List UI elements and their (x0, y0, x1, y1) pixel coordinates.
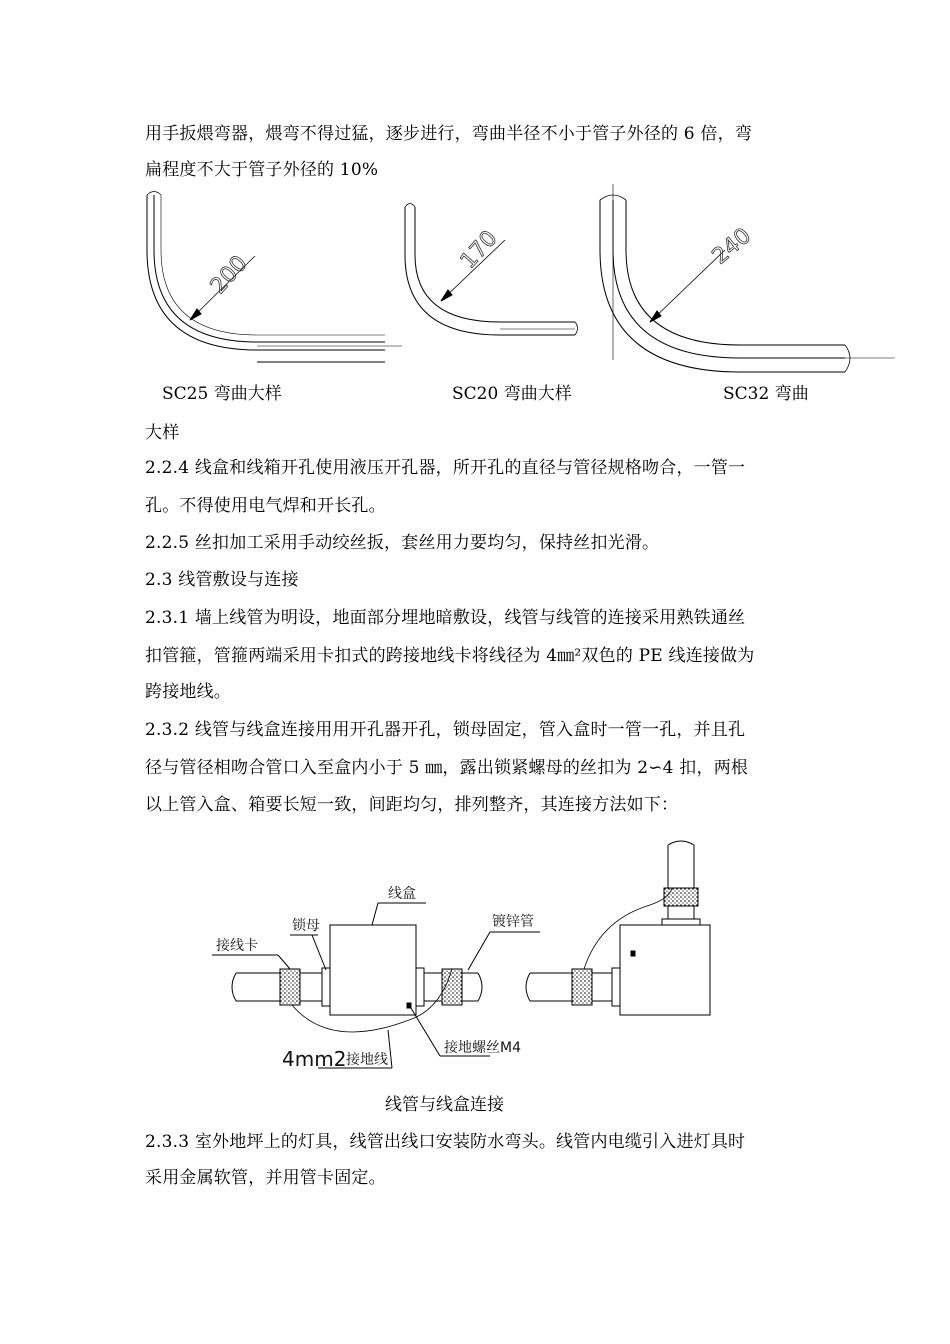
box-connection-figure (0, 825, 950, 1085)
sc32-dimension: 240 (707, 223, 757, 270)
section-2-3-3-line2: 采用金属软管，并用管卡固定。 (145, 1168, 386, 1188)
section-2-3-heading: 2.3 线管敷设与连接 (145, 570, 299, 590)
section-2-3-1-line1: 2.3.1 墙上线管为明设，地面部分埋地暗敷设，线管与线管的连接采用熟铁通丝 (145, 608, 746, 628)
sc32-caption: SC32 弯曲 (723, 384, 809, 404)
section-2-2-4-line1: 2.2.4 线盒和线箱开孔使用液压开孔器，所开孔的直径与管径规格吻合，一管一 (145, 458, 746, 478)
para1-line2: 扁程度不大于管子外径的 10% (145, 160, 379, 180)
sc32-bend-drawing (600, 184, 895, 372)
right-assembly (526, 841, 710, 1015)
sc20-dimension: 170 (455, 226, 503, 275)
box-figure-caption: 线管与线盒连接 (385, 1095, 504, 1115)
section-2-3-1-line3: 跨接地线。 (145, 682, 231, 702)
para1-line1: 用手扳煨弯器，煨弯不得过猛，逐步进行，弯曲半径不小于管子外径的 6 倍，弯 (145, 124, 753, 144)
section-2-3-2-line1: 2.3.2 线管与线盒连接用用开孔器开孔，锁母固定，管入盒时一管一孔，并且孔 (145, 720, 746, 740)
label-nut: 锁母 (292, 918, 320, 934)
label-box: 线盒 (388, 886, 416, 902)
label-clamp: 接线卡 (216, 938, 258, 954)
bend-figures (0, 180, 950, 380)
label-screw: 接地螺丝M4 (444, 1040, 521, 1056)
sc25-bend-drawing (147, 192, 402, 363)
section-2-3-2-line2: 径与管径相吻合管口入至盒内小于 5 ㎜，露出锁紧螺母的丝扣为 2∽4 扣，两根 (145, 758, 749, 778)
label-wire: 4mm2 (282, 1047, 347, 1071)
section-2-2-4-line2: 孔。不得使用电气焊和开长孔。 (145, 496, 386, 516)
section-2-3-1-line2: 扣管箍，管箍两端采用卡扣式的跨接地线卡将线径为 4㎜²双色的 PE 线连接做为 (145, 646, 755, 666)
sc20-bend-drawing (405, 204, 578, 336)
label-wire-suffix: 接地线 (346, 1052, 388, 1068)
sc20-caption: SC20 弯曲大样 (452, 384, 572, 404)
caption-wrap: 大样 (145, 423, 180, 443)
label-pipe: 镀锌管 (492, 914, 534, 930)
sc25-dimension: 200 (205, 251, 253, 300)
section-2-3-3-line1: 2.3.3 室外地坪上的灯具，线管出线口安装防水弯头。线管内电缆引入进灯具时 (145, 1132, 746, 1152)
section-2-2-5: 2.2.5 丝扣加工采用手动绞丝扳，套丝用力要均匀，保持丝扣光滑。 (145, 533, 660, 553)
sc25-caption: SC25 弯曲大样 (162, 384, 282, 404)
section-2-3-2-line3: 以上管入盒、箱要长短一致，间距均匀，排列整齐，其连接方法如下： (145, 795, 679, 815)
